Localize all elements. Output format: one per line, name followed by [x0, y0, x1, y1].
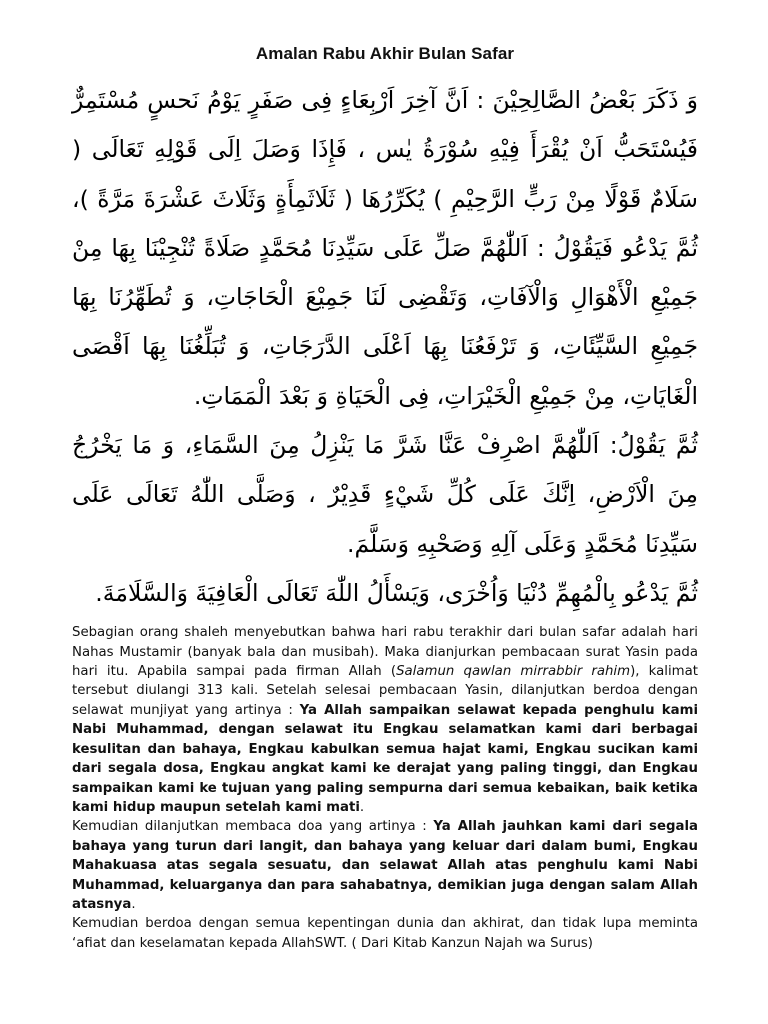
- paragraph-text: Sebagian orang shaleh menyebutkan bahwa hari rabu terakhir dari bulan safar adalah hari Nahas Mustamir (banyak bala dan musibah). Maka dianjurkan pembacaan surat Yasin pada hari itu. Apabila sampai pada firman Allah (: [72, 625, 698, 680]
- prayer-meaning-bold: Ya Allah sampaikan selawat kepada penghulu kami Nabi Muhammad, dengan selawat itu Engkau selamatkan kami dari berbagai kesulitan dan bahaya, Engkau kabulkan semua hajat kami, Engkau sucikan kami dari segala dosa, Engkau angkat kami ke derajat yang paling tinggi, dan Engkau sampaikan kami ke tujuan yang paling sempurna dari semua kebaikan, baik ketika kami hidup maupun setelah kami mati: [72, 702, 699, 815]
- paragraph-end: .: [131, 896, 136, 912]
- translation-paragraph-1: [72, 623, 698, 817]
- translation-text-block: [72, 623, 698, 953]
- prayer-meaning-bold: Ya Allah jauhkan kami dari segala bahaya yang turun dari langit, dan bahaya yang keluar dari dalam bumi, Engkau Mahakuasa atas segala sesuatu, dan selawat Allah atas penghulu kami Nabi Muhammad, keluarganya dan para sahabatnya, demikian juga dengan salam Allah atasnya: [72, 819, 698, 912]
- arabic-paragraph-2: ثُمَّ يَقُوْلُ: اَللّٰهُمَّ اصْرِفْ عَنَّا شَرَّ مَا يَنْزِلُ مِنَ السَّمَاءِ، وَ مَا يَخْرُجُ مِنَ الْاَرْضِ، اِنَّكَ عَلَى كُلِّ شَيْءٍ قَدِيْرٌ ، وَصَلَّى اللّٰهُ تَعَالَى عَلَى سَيِّدِنَا مُحَمَّدٍ وَعَلَى آلِهِ وَصَحْبِهِ وَسَلَّمَ.: [72, 431, 698, 558]
- translation-paragraph-2: [72, 817, 698, 914]
- arabic-text-block: [72, 76, 698, 618]
- arabic-paragraph-3: ثُمَّ يَدْعُو بِالْمُهِمِّ دُنْيَا وَاُخْرَى، وَيَسْأَلُ اللّٰهَ تَعَالَى الْعَافِيَةَ وَالسَّلَامَةَ.: [95, 578, 698, 607]
- translation-paragraph-3: Kemudian berdoa dengan semua kepentingan dunia dan akhirat, dan tidak lupa meminta ‘afiat dan keselamatan kepada AllahSWT. ( Dari Kitab Kanzun Najah wa Surus): [72, 916, 698, 951]
- quoted-verse-italic: Salamun qawlan mirrabbir rahim: [396, 664, 631, 680]
- document-title: Amalan Rabu Akhir Bulan Safar: [255, 44, 515, 63]
- paragraph-text: ), kalimat tersebut diulangi 313 kali. Setelah selesai pembacaan Yasin, dilanjutkan berdoa dengan selawat munjiyat yang artinya :: [72, 664, 698, 718]
- paragraph-text: Kemudian dilanjutkan membaca doa yang artinya :: [72, 819, 434, 835]
- paragraph-end: .: [359, 799, 365, 815]
- arabic-paragraph-1: وَ ذَكَرَ بَعْضُ الصَّالِحِيْنَ : اَنَّ آخِرَ اَرْبِعَاءٍ فِى صَفَرٍ يَوْمُ نَحسٍ مُسْتَمِرٌّ فَيُسْتَحَبُّ اَنْ يُقْرَأَ فِيْهِ سُوْرَةُ يٰس ، فَإِذَا وَصَلَ اِلَى قَوْلِهِ تَعَالَى ( سَلَامٌ قَوْلًا مِنْ رَبٍّ الرَّحِيْمِ ) يُكَرِّرُهَا ( ثَلَاثَمِأَةٍ وَثَلَاثَ عَشْرَةَ مَرَّةً )، ثُمَّ يَدْعُو فَيَقُوْلُ : اَللّٰهُمَّ صَلِّ عَلَى سَيِّدِنَا مُحَمَّدٍ صَلَاةً تُنْجِيْنَا بِهَا مِنْ جَمِيْعِ الْأَهْوَالِ وَالْآفَاتِ، وَتَقْضِى لَنَا جَمِيْعَ الْحَاجَاتِ، وَ تُطَهِّرُنَا بِهَا جَمِيْعِ السَّيِّئَاتِ، وَ تَرْفَعُنَا بِهَا اَعْلَى الدَّرَجَاتِ، وَ تُبَلِّغُنَا بِهَا اَقْصَى الْغَايَاتِ، مِنْ جَمِيْعِ الْخَيْرَاتِ، فِى الْحَيَاةِ وَ بَعْدَ الْمَمَاتِ.: [72, 86, 698, 410]
